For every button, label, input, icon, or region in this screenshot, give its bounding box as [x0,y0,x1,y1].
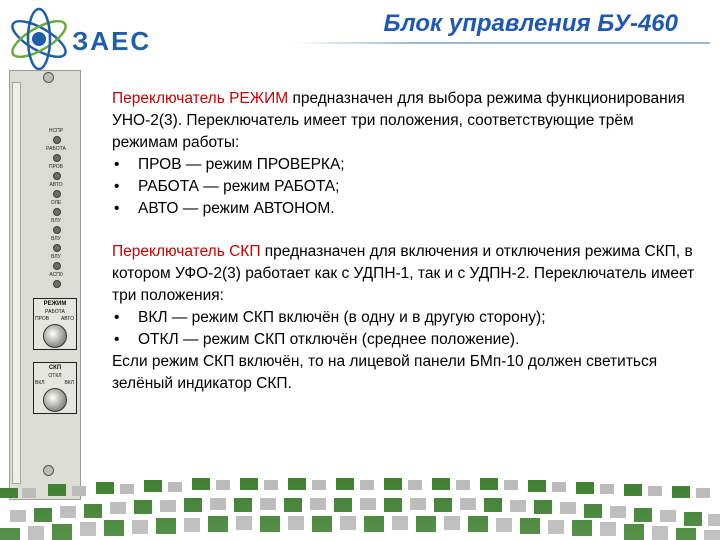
highlight-skp: Переключатель СКП [112,243,261,260]
title-underline [290,42,710,44]
highlight-rezhim: Переключатель РЕЖИМ [112,90,289,107]
company-logo [4,4,154,74]
description-text [112,88,697,395]
paragraph-skp [112,241,697,307]
panel-label: ВЛУ [51,218,61,224]
skp-switch-title: СКП [48,365,62,371]
atom-logo-icon [4,4,74,74]
mode-switch-title: РЕЖИМ [43,301,67,307]
bullet-icon: • [114,178,120,195]
mode-switch-right: АВТО [60,316,74,322]
panel-label: РАБОТА [46,146,66,152]
panel-label: ВЛУ [51,254,61,260]
indicator-led [53,154,61,162]
panel-label: ОЛЕ [50,200,62,206]
indicator-led [53,280,61,288]
indicator-led [53,226,61,234]
skp-switch-knob-icon [43,388,67,412]
footer-decoration [0,470,720,540]
indicator-led [53,208,61,216]
indicator-led [53,172,61,180]
panel-label: АВТО [49,182,63,188]
mode-switch-knob-icon [43,324,67,348]
list-item-text: ПРОВ — режим ПРОВЕРКА; [138,156,345,173]
indicator-led [53,190,61,198]
panel-label: АСП0 [49,272,63,278]
list-item [112,307,697,329]
list-item [112,154,697,176]
skp-switch-left: ВКЛ [35,380,45,386]
bullet-icon: • [114,200,120,217]
indicator-led [53,136,61,144]
skp-switch-box [33,362,77,414]
paragraph-rezhim [112,88,697,154]
indicator-led [53,262,61,270]
list-item-text: ВКЛ — режим СКП включён (в одну и в другую сторону); [138,309,546,326]
panel-label: ВЛУ [51,236,61,242]
mode-switch-sub: РАБОТА [45,309,65,315]
panel-label: НСПР [48,128,64,134]
paragraph-note: Если режим СКП включён, то на лицевой панели БМп-10 должен светиться зелёный индикатор СКП. [112,353,658,392]
spacer [112,220,697,241]
list-item [112,198,697,220]
bullet-icon: • [114,156,120,173]
list-item [112,176,697,198]
logo-text: ЗАЕС [72,26,152,56]
list-item-text: ОТКЛ — режим СКП отключён (среднее положение). [138,331,520,348]
page-title: Блок управления БУ-460 [383,10,678,37]
skp-switch-right: ВКЛ [64,380,74,386]
skp-switch-sub: ОТКЛ [48,373,62,379]
bullet-icon: • [114,309,120,326]
bullet-icon: • [114,331,120,348]
list-item [112,329,697,351]
top-screw-icon [43,72,54,83]
list-item-text: АВТО — режим АВТОНОМ. [138,200,335,217]
paragraph-rezhim-text: предназначен для выбора режима функционирования УНО-2(3). Переключатель имеет три положения, соответствующие трём режимам работы: [112,90,685,151]
panel-rail [12,82,21,484]
mode-switch-left: ПРОВ [35,316,50,322]
indicator-led [53,244,61,252]
device-front-panel [9,70,81,500]
mode-switch-box [33,298,77,350]
panel-label: ПРОВ [48,164,64,170]
paragraph-skp-text: предназначен для включения и отключения режима СКП, в котором УФО-2(3) работает как с УДПН-1, так и с УДПН-2. Переключатель имеет три положения: [112,243,695,304]
list-item-text: РАБОТА — режим РАБОТА; [138,178,340,195]
